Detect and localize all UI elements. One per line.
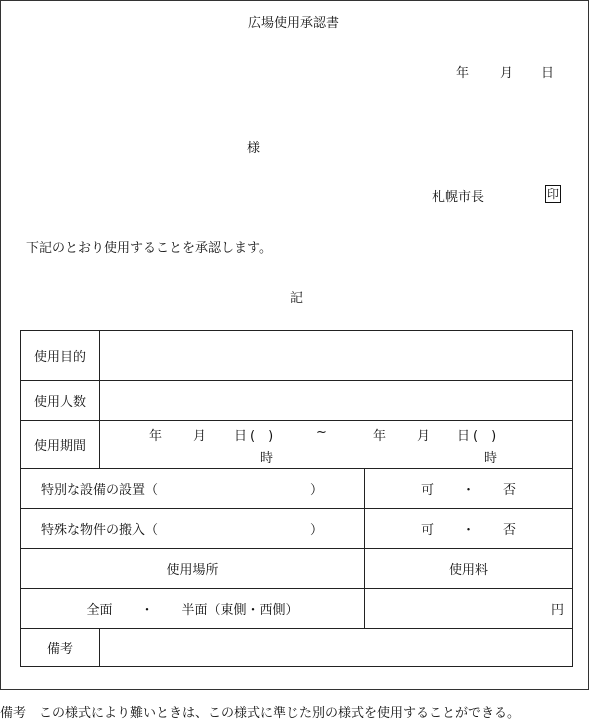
end-year: 年: [373, 428, 387, 444]
seal-label: 印: [547, 187, 560, 201]
start-month: 月: [193, 428, 207, 444]
start-year: 年: [149, 428, 163, 444]
special-goods-field[interactable]: [21, 509, 365, 549]
special-goods-allow[interactable]: 可: [420, 523, 434, 538]
row-place-header: [21, 549, 573, 589]
row-remarks: [21, 629, 573, 667]
equipment-allow-cell[interactable]: [365, 469, 573, 509]
period-field[interactable]: [100, 421, 573, 469]
footnote: 備考 この様式により難いときは、この様式に準じた別の様式を使用することができる。: [0, 706, 521, 721]
place-header: 使用場所: [21, 549, 365, 589]
special-goods-close: ）: [310, 523, 324, 538]
date-year: 年: [456, 66, 470, 81]
place-field[interactable]: [21, 589, 365, 629]
approval-statement: 下記のとおり使用することを承認します。: [26, 241, 272, 256]
place-dot: ・: [140, 603, 154, 618]
ki-heading: 記: [290, 291, 304, 306]
fee-header: 使用料: [365, 549, 573, 589]
special-goods-label: 特殊な物件の搬入（: [41, 523, 159, 538]
start-day: 日: [234, 428, 248, 444]
remarks-field[interactable]: [100, 629, 573, 667]
row-people: [21, 381, 573, 421]
period-tilde: ~: [316, 424, 327, 440]
remarks-label: 備考: [21, 629, 100, 667]
issuer-name: 札幌市長: [432, 190, 485, 205]
equipment-field[interactable]: [21, 469, 365, 509]
equipment-label: 特別な設備の設置（: [41, 483, 159, 498]
equipment-allow[interactable]: 可: [420, 483, 434, 498]
end-day: 日: [457, 428, 471, 444]
addressee-suffix: 様: [247, 141, 261, 156]
special-goods-allow-cell[interactable]: [365, 509, 573, 549]
purpose-label: 使用目的: [21, 331, 100, 381]
equipment-close: ）: [310, 483, 324, 498]
fee-unit: 円: [550, 603, 564, 618]
start-weekday-paren: ( ): [250, 428, 274, 444]
equipment-deny[interactable]: 否: [503, 483, 517, 498]
row-period: [21, 421, 573, 469]
row-purpose: [21, 331, 573, 381]
people-label: 使用人数: [21, 381, 100, 421]
start-hour: 時: [260, 450, 274, 466]
fee-field[interactable]: [365, 589, 573, 629]
end-hour: 時: [484, 450, 498, 466]
special-goods-deny[interactable]: 否: [503, 523, 517, 538]
row-equipment: [21, 469, 573, 509]
date-day: 日: [541, 66, 555, 81]
document-title: 広場使用承認書: [248, 16, 340, 31]
purpose-field[interactable]: [100, 331, 573, 381]
people-field[interactable]: [100, 381, 573, 421]
period-label: 使用期間: [21, 421, 100, 469]
row-special-goods: [21, 509, 573, 549]
special-goods-dot: ・: [461, 523, 475, 538]
equipment-dot: ・: [461, 483, 475, 498]
approval-form-table: [20, 330, 573, 667]
end-weekday-paren: ( ): [473, 428, 497, 444]
row-place-value: [21, 589, 573, 629]
place-full[interactable]: 全面: [86, 603, 113, 618]
seal-mark: [545, 185, 561, 203]
date-month: 月: [500, 66, 514, 81]
end-month: 月: [417, 428, 431, 444]
place-half[interactable]: 半面（東側・西側）: [181, 603, 299, 618]
